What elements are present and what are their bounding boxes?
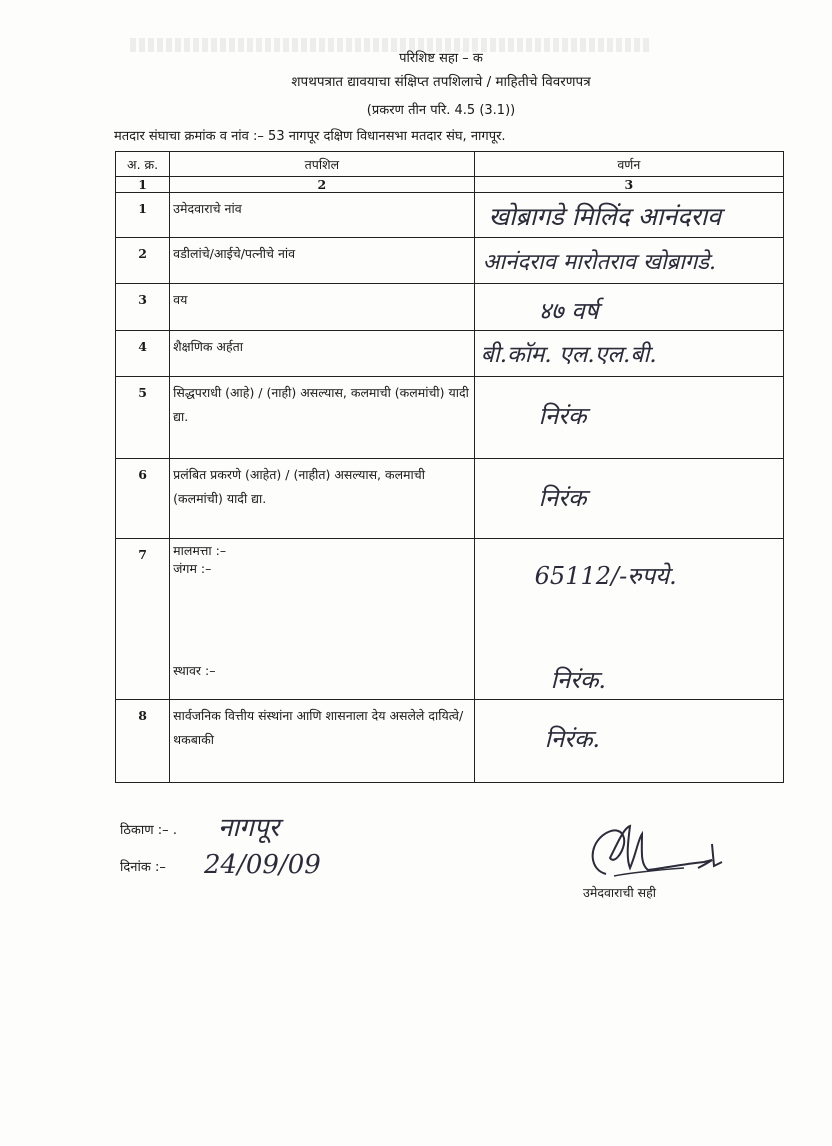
row-number: 2 bbox=[116, 238, 170, 284]
details-table bbox=[115, 151, 784, 783]
row-value-cell bbox=[474, 284, 783, 331]
table-row bbox=[116, 377, 784, 459]
place-value: नागपूर bbox=[218, 813, 280, 843]
row-detail: सिद्धपराधी (आहे) / (नाही) असल्यास, कलमाची (कलमांची) यादी द्या. bbox=[170, 377, 475, 459]
movable-assets-value: 65112/-रुपये. bbox=[534, 562, 677, 590]
row-value-cell bbox=[474, 539, 783, 700]
row-value-cell bbox=[474, 459, 783, 539]
column-number: 2 bbox=[170, 177, 475, 193]
convictions-value: निरंक bbox=[538, 402, 587, 430]
candidate-name: खोब्रागडे मिलिंद आनंदराव bbox=[488, 202, 722, 231]
assets-label: मालमत्ता :– bbox=[173, 543, 227, 558]
row-detail: शैक्षणिक अर्हता bbox=[170, 331, 475, 377]
row-detail: सार्वजनिक वित्तीय संस्थांना आणि शासनाला देय असलेले दायित्वे/थकबाकी bbox=[170, 700, 475, 783]
table-row bbox=[116, 193, 784, 238]
header-detail: तपशिल bbox=[170, 152, 475, 177]
parent-name: आनंदराव मारोतराव खोब्रागडे. bbox=[482, 250, 717, 275]
row-number: 1 bbox=[116, 193, 170, 238]
liabilities-value: निरंक. bbox=[544, 725, 601, 753]
table-row bbox=[116, 331, 784, 377]
row-value-cell bbox=[474, 331, 783, 377]
table-row bbox=[116, 700, 784, 783]
row-detail: वडीलांचे/आईचे/पत्नीचे नांव bbox=[170, 238, 475, 284]
header-serial: अ. क्र. bbox=[116, 152, 170, 177]
column-number: 3 bbox=[474, 177, 783, 193]
date-label: दिनांक :– bbox=[120, 860, 166, 875]
row-number: 7 bbox=[116, 539, 170, 700]
row-number: 6 bbox=[116, 459, 170, 539]
row-value-cell bbox=[474, 700, 783, 783]
row-detail bbox=[170, 539, 475, 700]
table-header-row bbox=[116, 152, 784, 177]
movable-assets-label: जंगम :– bbox=[173, 561, 212, 576]
table-row bbox=[116, 238, 784, 284]
table-row bbox=[116, 539, 784, 700]
row-number: 4 bbox=[116, 331, 170, 377]
row-value-cell bbox=[474, 238, 783, 284]
pending-cases-value: निरंक bbox=[538, 484, 587, 512]
column-number-row bbox=[116, 177, 784, 193]
age-value: ४७ वर्ष bbox=[538, 297, 599, 325]
row-number: 8 bbox=[116, 700, 170, 783]
education-value: बी.कॉम. एल.एल.बी. bbox=[480, 342, 657, 368]
row-number: 3 bbox=[116, 284, 170, 331]
reference-line: (प्रकरण तीन परि. 4.5 (3.1)) bbox=[366, 103, 516, 118]
immovable-assets-label: स्थावर :– bbox=[173, 663, 216, 678]
table-row bbox=[116, 459, 784, 539]
appendix-heading: परिशिष्ट सहा – क bbox=[399, 51, 483, 66]
signature-label: उमेदवाराची सही bbox=[583, 885, 656, 900]
column-number: 1 bbox=[116, 177, 170, 193]
row-detail: उमेदवाराचे नांव bbox=[170, 193, 475, 238]
document-title: शपथपत्रात द्यावयाचा संक्षिप्त तपशिलाचे / माहितीचे विवरणपत्र bbox=[291, 74, 591, 90]
row-detail: वय bbox=[170, 284, 475, 331]
date-value: 24/09/09 bbox=[204, 850, 321, 880]
candidate-signature bbox=[584, 818, 764, 888]
row-value-cell bbox=[474, 377, 783, 459]
row-detail: प्रलंबित प्रकरणे (आहेत) / (नाहीत) असल्यास, कलमाची (कलमांची) यादी द्या. bbox=[170, 459, 475, 539]
place-label: ठिकाण :– . bbox=[120, 823, 177, 838]
row-value-cell bbox=[474, 193, 783, 238]
row-number: 5 bbox=[116, 377, 170, 459]
header-description: वर्णन bbox=[474, 152, 783, 177]
table-row bbox=[116, 284, 784, 331]
constituency-line: मतदार संघाचा क्रमांक व नांव :– 53 नागपूर दक्षिण विधानसभा मतदार संघ, नागपूर. bbox=[114, 129, 506, 144]
immovable-assets-value: निरंक. bbox=[550, 666, 607, 694]
